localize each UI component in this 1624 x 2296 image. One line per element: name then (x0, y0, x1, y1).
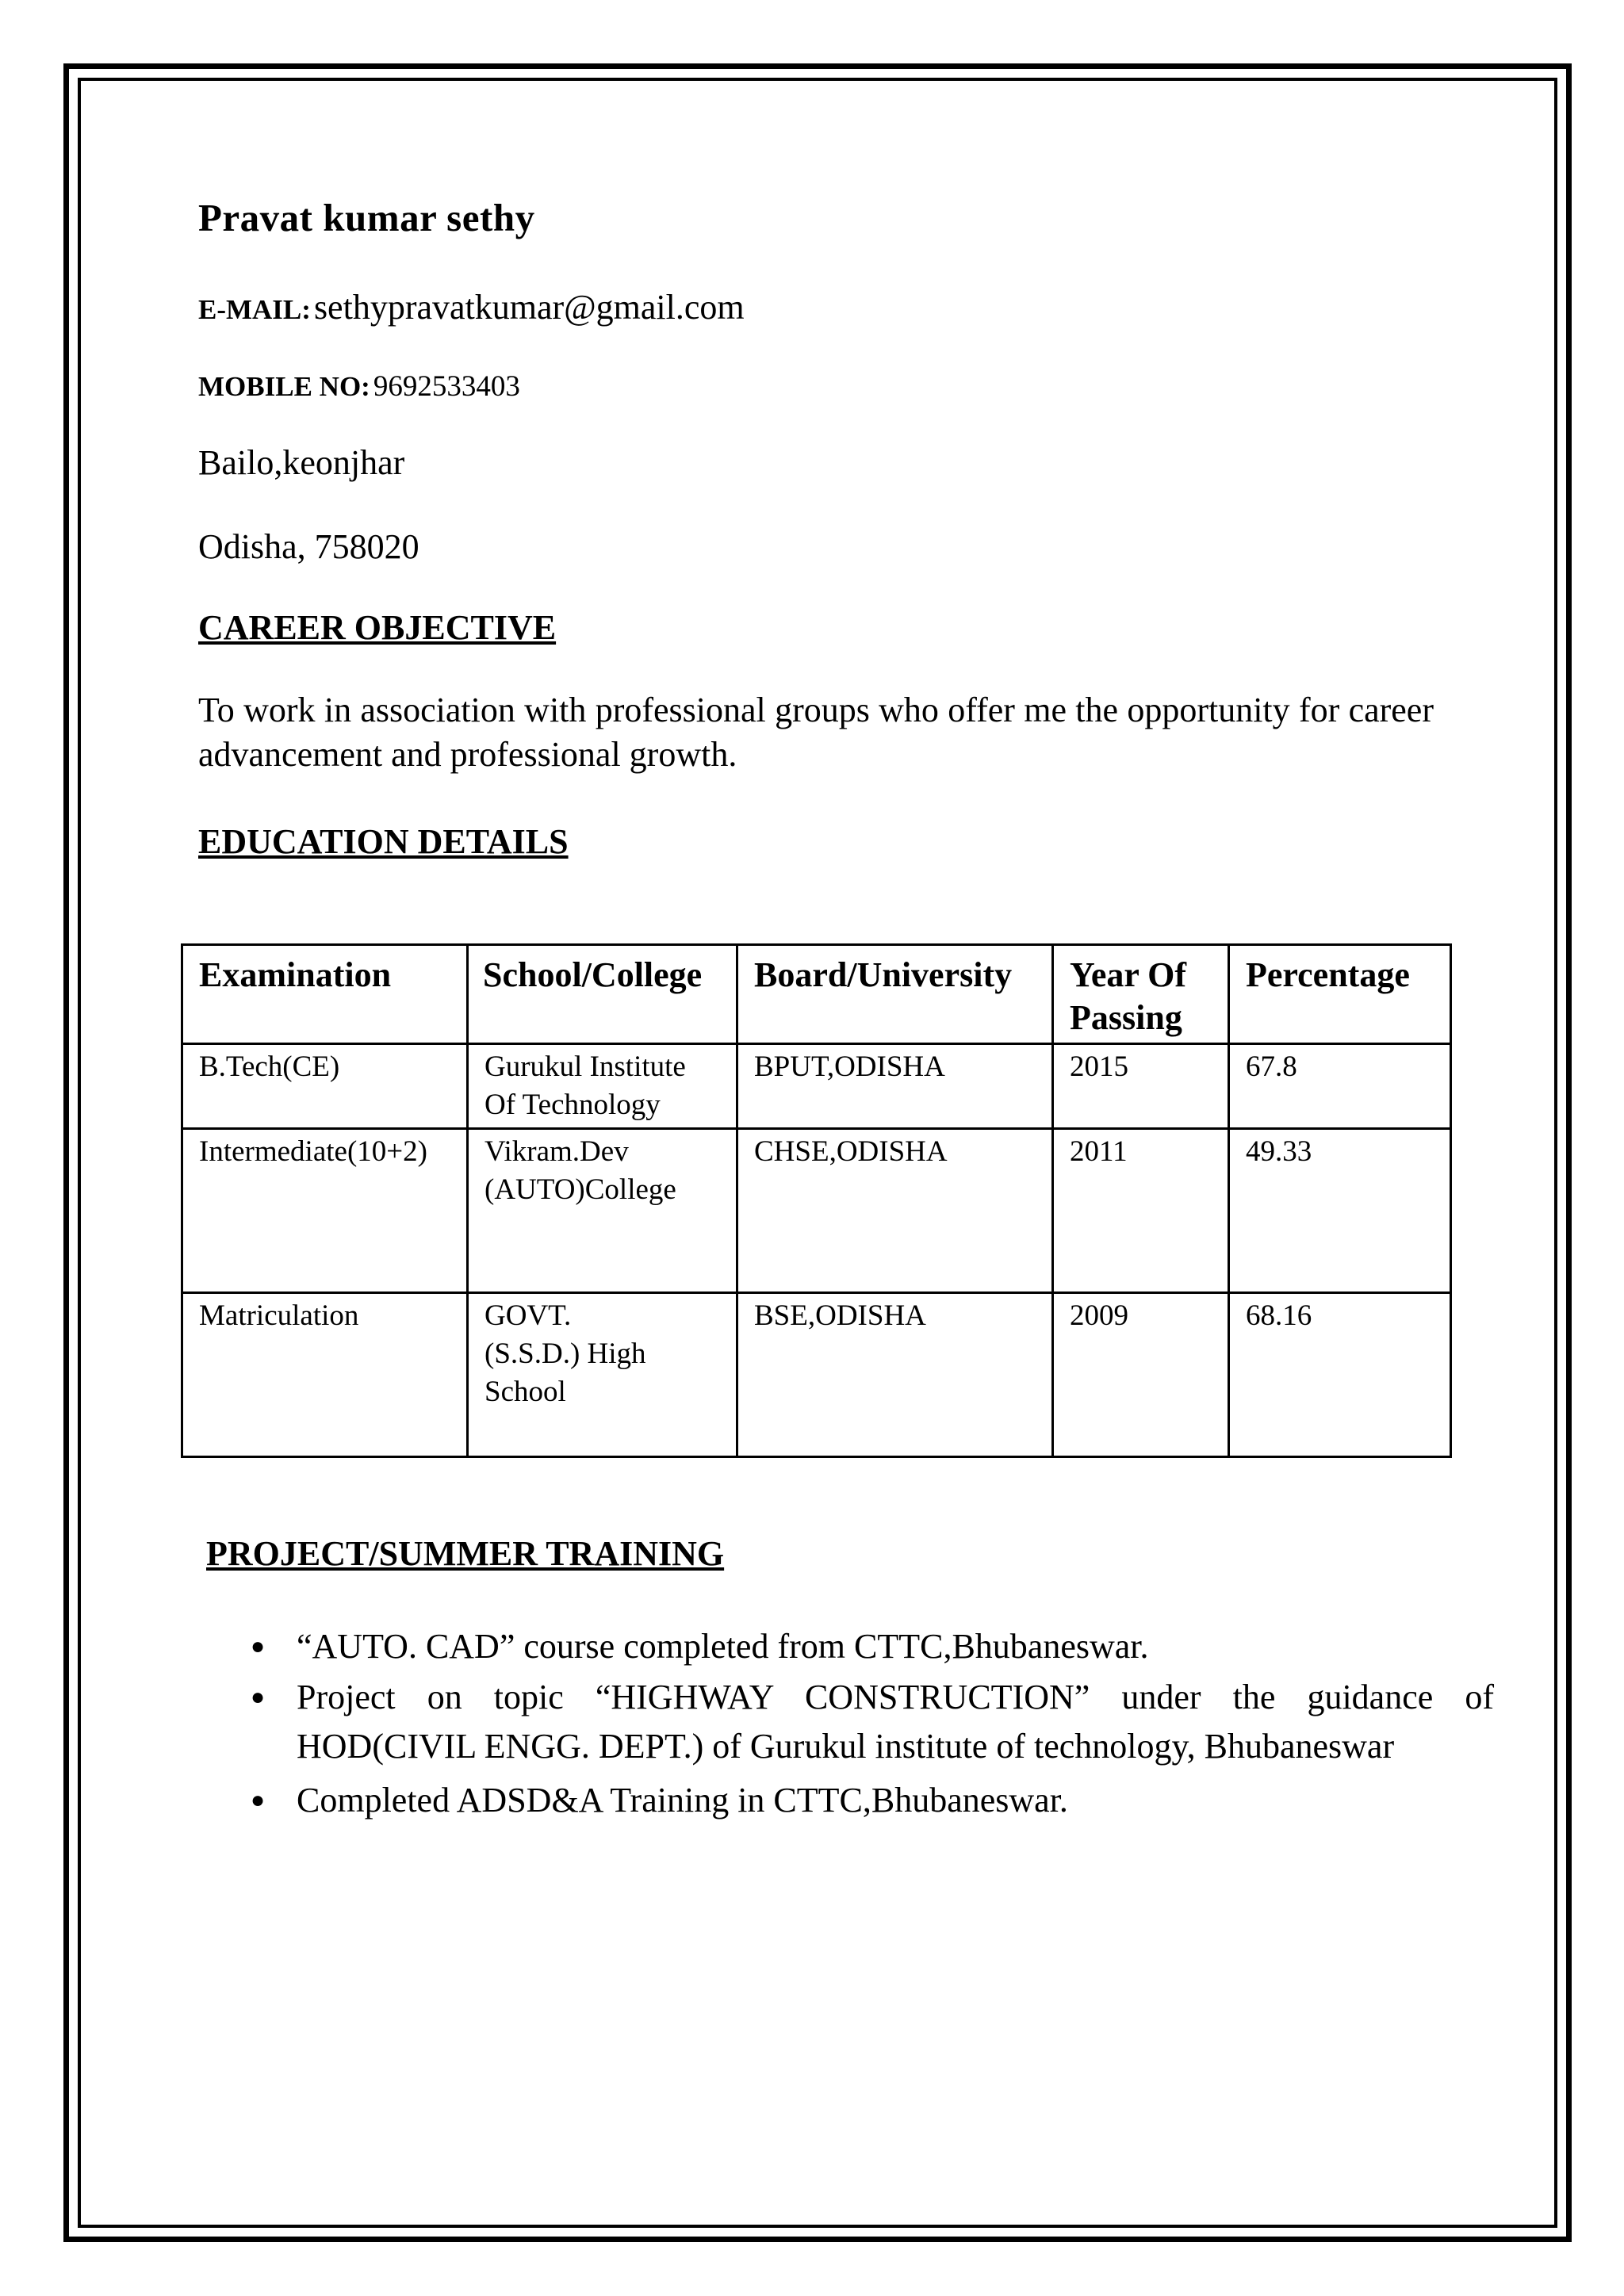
cell-year: 2009 (1053, 1293, 1229, 1457)
training-item-text: Completed ADSD&A Training in CTTC,Bhubaneswar. (297, 1781, 1068, 1820)
table-row (182, 1129, 1451, 1293)
cell-board: CHSE,ODISHA (737, 1129, 1053, 1293)
address-line-2: Odisha, 758020 (198, 527, 419, 566)
training-heading: PROJECT/SUMMER TRAINING (206, 1534, 725, 1573)
list-item (251, 1673, 1494, 1771)
mobile-label: MOBILE NO: (198, 371, 370, 402)
column-header-percentage: Percentage (1229, 945, 1451, 1044)
cell-school: Gurukul Institute Of Technology (468, 1044, 737, 1129)
education-table (181, 943, 1452, 1458)
email-value: sethypravatkumar@gmail.com (313, 288, 745, 327)
cell-school: GOVT.(S.S.D.) High School (468, 1293, 737, 1457)
training-list (238, 1622, 1494, 1827)
cell-year: 2011 (1053, 1129, 1229, 1293)
cell-percentage: 67.8 (1229, 1044, 1451, 1129)
mobile-value: 9692533403 (373, 370, 520, 403)
training-item-text: Project on topic “HIGHWAY CONSTRUCTION” under the guidance of HOD(CIVIL ENGG. DEPT.) of Gurukul institute of technology, Bhubaneswar (297, 1678, 1494, 1766)
cell-exam: Intermediate(10+2) (182, 1129, 468, 1293)
column-header-year: Year Of Passing (1053, 945, 1229, 1044)
email-line (198, 287, 745, 327)
column-header-examination: Examination (182, 945, 468, 1044)
list-item (251, 1776, 1494, 1825)
bullet-icon: ● (251, 1633, 266, 1659)
table-row (182, 1293, 1451, 1457)
mobile-line (198, 369, 520, 404)
cell-year: 2015 (1053, 1044, 1229, 1129)
cell-percentage: 68.16 (1229, 1293, 1451, 1457)
list-item (251, 1622, 1494, 1671)
training-item-text: “AUTO. CAD” course completed from CTTC,Bhubaneswar. (297, 1627, 1149, 1666)
education-header-row (182, 945, 1451, 1044)
cell-board: BPUT,ODISHA (737, 1044, 1053, 1129)
email-label: E-MAIL: (198, 294, 311, 325)
bullet-icon: ● (251, 1684, 266, 1710)
candidate-name: Pravat kumar sethy (198, 196, 535, 239)
bullet-icon: ● (251, 1787, 266, 1813)
cell-percentage: 49.33 (1229, 1129, 1451, 1293)
cell-exam: B.Tech(CE) (182, 1044, 468, 1129)
career-objective-heading: CAREER OBJECTIVE (198, 608, 557, 647)
address-line-1: Bailo,keonjhar (198, 443, 405, 482)
education-heading: EDUCATION DETAILS (198, 822, 569, 861)
table-row (182, 1044, 1451, 1129)
cell-school: Vikram.Dev (AUTO)College (468, 1129, 737, 1293)
column-header-school: School/College (468, 945, 737, 1044)
cell-exam: Matriculation (182, 1293, 468, 1457)
career-objective-text: To work in association with professional groups who offer me the opportunity for career advancement and professional growth. (198, 691, 1434, 774)
cell-board: BSE,ODISHA (737, 1293, 1053, 1457)
column-header-board: Board/University (737, 945, 1053, 1044)
